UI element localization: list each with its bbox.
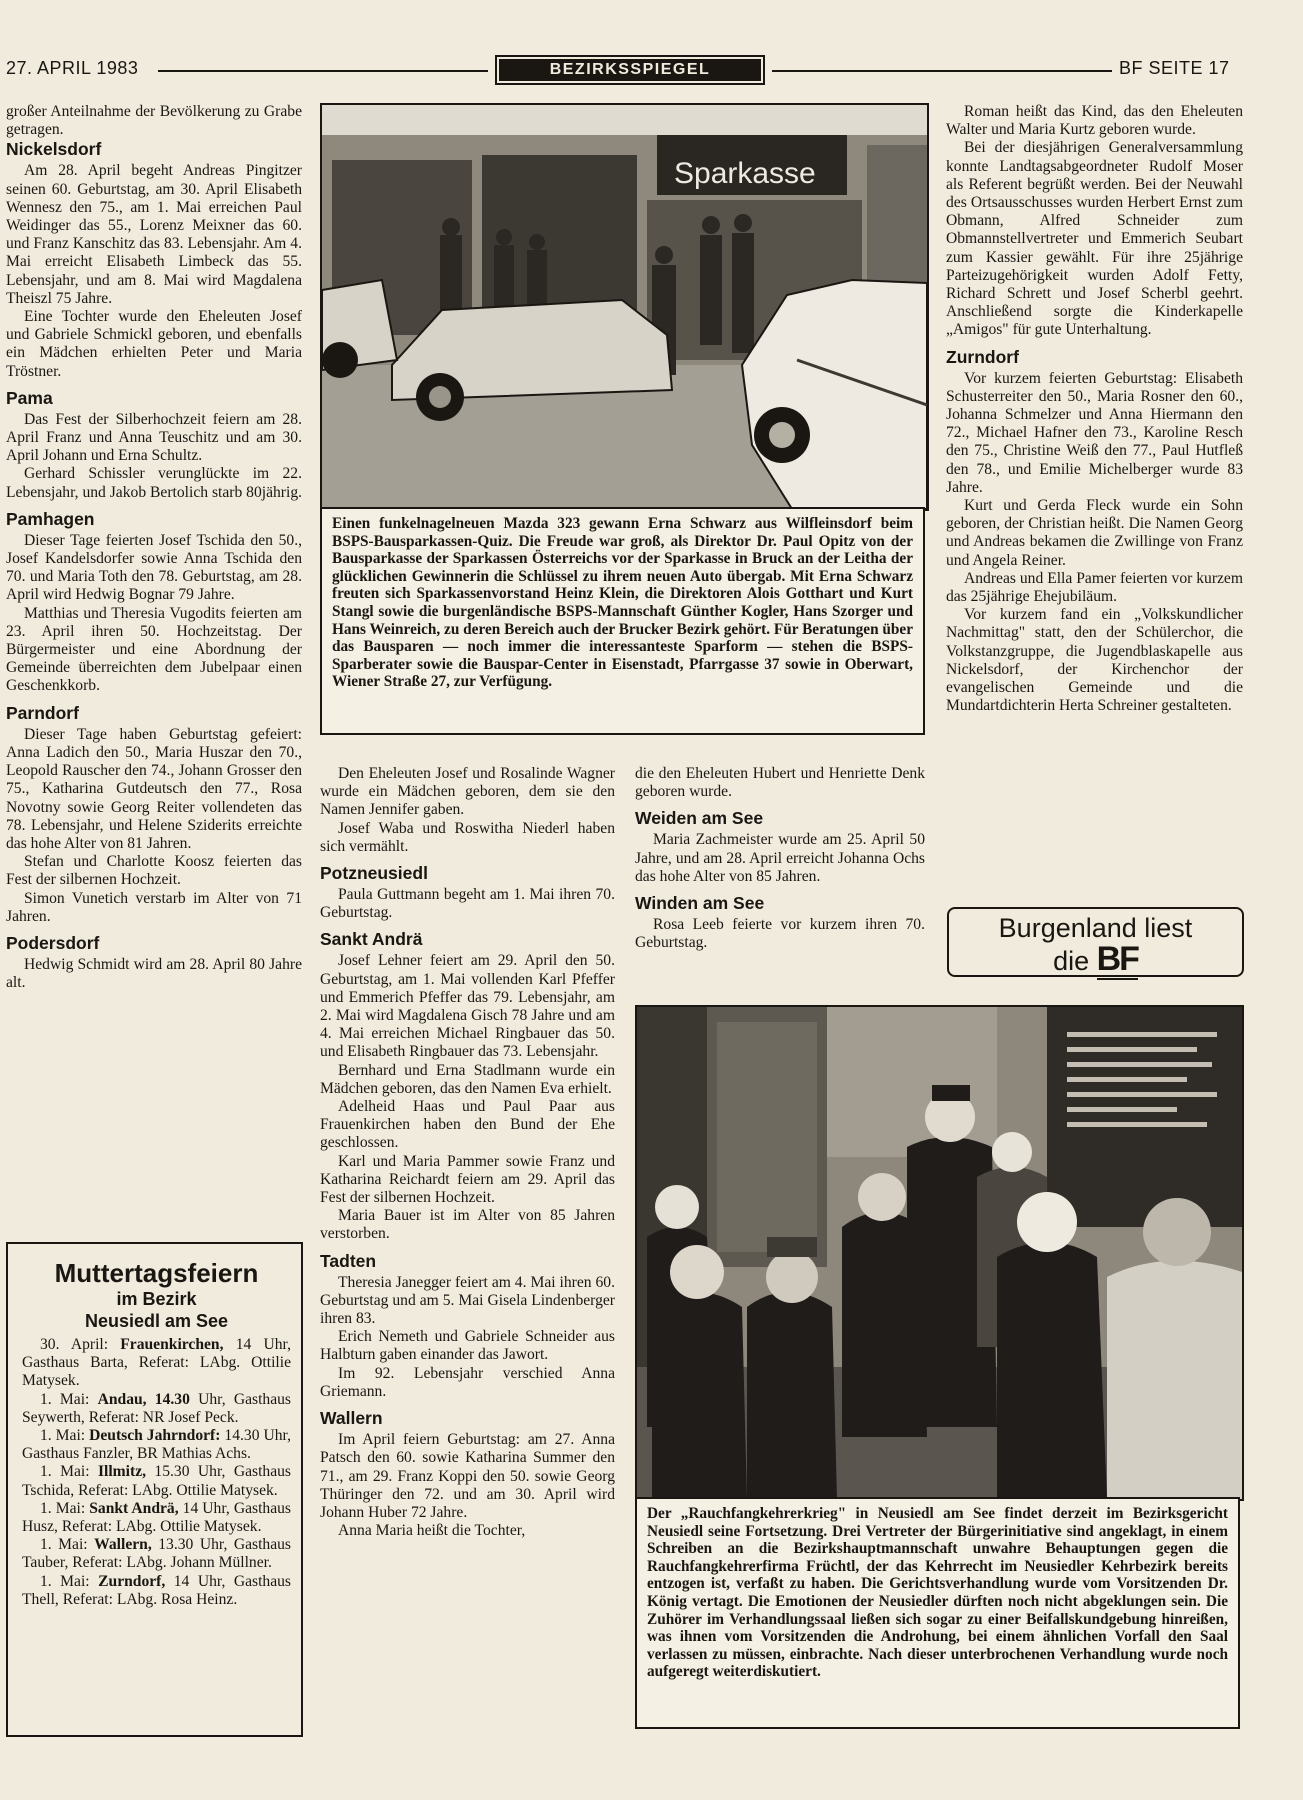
section-heading: Pama bbox=[6, 387, 53, 408]
article-paragraph: Karl und Maria Pammer sowie Franz und Katharina Reichardt feiern am 29. April das Fest der silbernen Hochzeit. bbox=[320, 1152, 615, 1207]
column-3 bbox=[320, 765, 615, 1540]
article-paragraph: die den Eheleuten Hubert und Henriette Denk geboren wurde. bbox=[635, 765, 925, 801]
promo-line-2-wrap bbox=[949, 940, 1242, 978]
article-paragraph: Vor kurzem fand ein „Volkskundlicher Nachmittag" statt, den der Schülerchor, die Volkstanzgruppe, die Jugendblaskapelle aus Nickelsdorf, der Kirchenchor der evangelischen Gemeinde und die Mundartdichterin Herta Schreiner gestalteten. bbox=[946, 606, 1243, 715]
entry-details: 14.30 Uhr, Gasthaus Fanzler, BR Mathias Achs. bbox=[22, 1427, 291, 1463]
section-heading: Sankt Andrä bbox=[320, 929, 423, 950]
muttertag-entry bbox=[22, 1536, 291, 1572]
sparkasse-scene bbox=[322, 105, 927, 509]
section-heading: Nickelsdorf bbox=[6, 139, 102, 160]
muttertag-entry bbox=[22, 1573, 291, 1609]
entry-date: 30. April: bbox=[40, 1336, 109, 1353]
entry-date: 1. Mai: bbox=[40, 1572, 90, 1590]
article-paragraph: Anna Maria heißt die Tochter, bbox=[338, 1522, 526, 1540]
section-heading: Pamhagen bbox=[6, 508, 95, 529]
article-paragraph: Im 92. Lebensjahr verschied Anna Griemann. bbox=[320, 1364, 615, 1400]
page-number: BF SEITE 17 bbox=[1119, 58, 1230, 78]
header-rule-left bbox=[158, 70, 488, 72]
muttertag-box bbox=[6, 1242, 303, 1737]
section-heading: Wallern bbox=[320, 1408, 383, 1429]
section-heading: Weiden am See bbox=[635, 808, 764, 829]
article-paragraph: Rosa Leeb feierte vor kurzem ihren 70. Geburtstag. bbox=[635, 916, 925, 952]
article-paragraph: Den Eheleuten Josef und Rosalinde Wagner wurde ein Mädchen geboren, dem sie den Namen Jennifer gaben. bbox=[320, 765, 615, 819]
courtroom-scene bbox=[637, 1007, 1242, 1499]
muttertag-entry bbox=[22, 1463, 291, 1499]
col1-intro: großer Anteilnahme der Bevölkerung zu Grabe getragen. bbox=[6, 103, 302, 139]
entry-date: 1. Mai: bbox=[40, 1390, 90, 1408]
muttertag-list bbox=[22, 1336, 291, 1609]
muttertag-entry bbox=[22, 1336, 291, 1391]
muttertag-subtitle-2: Neusiedl am See bbox=[84, 1311, 229, 1331]
entry-details: 13.30 Uhr, Gasthaus Tauber, Referat: LAbg. Johann Müllner. bbox=[22, 1536, 291, 1572]
courtroom-caption: Der „Rauchfangkehrerkrieg" in Neusiedl am See findet derzeit im Bezirksgericht Neusiedl seine Fortsetzung. Drei Vertreter der Bürgerinitiative sind angeklagt, in einem Schreiben an die Bezirkshauptmannschaft unwahre Behauptungen gegen die Rauchfangkehrerfirma Früchtl, der das Kehrrecht im Neusiedler Kehrbezirk bereits entzogen ist, verfaßt zu haben. Die Gerichtsverhandlung wurde vom Vorsitzenden Dr. König vertagt. Die Emotionen der Neusiedler dürften noch nicht abgeklungen sein. Die Zuhörer im Verhandlungssaal ließen sich sogar zu einer Beifallskundgebung hinreißen, was ihnen vom Vorsitzenden die Androhung, bei einem ähnlichen Vorfall den Saal verlassen zu müssen, einbrachte. Nach dieser unterbrochenen Verhandlung wurde noch aufgeregt weiterdiskutiert. bbox=[635, 1497, 1240, 1729]
article-paragraph: Bernhard und Erna Stadlmann wurde ein Mädchen geboren, das den Namen Eva erhielt. bbox=[320, 1061, 615, 1097]
article-paragraph: Eine Tochter wurde den Eheleuten Josef und Gabriele Schmickl geboren, und ebenfalls ein Mädchen erhielten Peter und Maria Tröstner. bbox=[6, 308, 302, 380]
article-paragraph: Erich Nemeth und Gabriele Schneider aus Halbturn gaben einander das Jawort. bbox=[320, 1328, 615, 1364]
entry-details: 14 Uhr, Gasthaus Thell, Referat: LAbg. Rosa Heinz. bbox=[22, 1572, 292, 1608]
promo-line-2: die bbox=[1053, 946, 1090, 976]
article-paragraph: Kurt und Gerda Fleck wurde ein Sohn geboren, der Christian heißt. Die Namen Georg und Andreas bekamen die Zwillinge von Franz und Angela Reiner. bbox=[946, 497, 1243, 569]
column-1 bbox=[6, 103, 302, 992]
article-paragraph: Andreas und Ella Pamer feierten vor kurzem das 25jährige Ehejubiläum. bbox=[946, 569, 1243, 606]
entry-details: 15.30 Uhr, Gasthaus Tschida, Referat: LAbg. Ottilie Matysek. bbox=[22, 1463, 291, 1499]
column-4 bbox=[635, 765, 925, 952]
section-heading: Potzneusiedl bbox=[320, 863, 428, 884]
article-paragraph: Dieser Tage feierten Josef Tschida den 50., Josef Kandelsdorfer sowie Anna Tschida den 70. und Maria Toth den 78. Geburtstag, am 28. April wird Hedwig Bognar 79 Jahre. bbox=[6, 531, 302, 604]
section-heading: Parndorf bbox=[6, 702, 79, 723]
sparkasse-caption: Einen funkelnagelneuen Mazda 323 gewann Erna Schwarz aus Wilfleinsdorf beim BSPS-Bausparkassen-Quiz. Die Freude war groß, als Direktor Dr. Paul Opitz von der Bausparkasse der Sparkassen Österreichs vor der Sparkasse in Bruck an der Leitha der glücklichen Gewinnerin die Schlüssel zu ihrem neuen Auto übergab. Mit Erna Schwarz freuten sich Sparkassenvorstand Heinz Klein, die Direktoren Alois Gotthart und Kurt Stangl sowie die burgenländische BSPS-Mannschaft Günther Kogler, Hans Szorger und Hans Weinreich, zu deren Bereich auch der Brucker Bezirk gehört. Für Beratungen über das Bausparen — noch immer die interessanteste Sparform — stehen die BSPS-Sparberater sowie die Bauspar-Center in Eisenstadt, Pfarrgasse 37 sowie in Oberwart, Wiener Straße 27, zur Verfügung. bbox=[320, 507, 925, 735]
section-masthead bbox=[495, 55, 765, 85]
article-paragraph: Maria Zachmeister wurde am 25. April 50 Jahre, und am 28. April erreicht Johanna Ochs das hohe Alter von 85 Jahren. bbox=[635, 831, 925, 885]
entry-date: 1. Mai: bbox=[40, 1463, 90, 1481]
article-paragraph: Simon Vunetich verstarb im Alter von 71 Jahren. bbox=[6, 889, 302, 925]
article-paragraph: Matthias und Theresia Vugodits feierten am 23. April ihren 50. Hochzeitstag. Der Bürgermeister und eine Abordnung der Gemeinde überreichten dem Jubelpaar einen Geschenkkorb. bbox=[6, 604, 302, 695]
section-heading: Winden am See bbox=[635, 893, 765, 914]
section-heading: Podersdorf bbox=[6, 932, 100, 953]
entry-place: Sankt Andrä, bbox=[89, 1499, 179, 1517]
column-5 bbox=[946, 103, 1243, 716]
sparkasse-sign: Sparkasse bbox=[674, 157, 816, 190]
entry-details: Uhr, Gasthaus Seywerth, Referat: NR Josef Peck. bbox=[22, 1390, 291, 1426]
entry-date: 1. Mai: bbox=[40, 1536, 88, 1554]
header-rule-right bbox=[772, 70, 1112, 72]
muttertag-title: Muttertagsfeiern bbox=[54, 1258, 259, 1288]
entry-details: 14 Uhr, Gasthaus Barta, Referat: LAbg. Ottilie Matysek. bbox=[22, 1336, 292, 1390]
article-paragraph: Bei der diesjährigen Generalversammlung konnte Landtagsabgeordneter Rudolf Moser als Referent begrüßt werden. Bei der Neuwahl des Ortsausschusses wurden Herbert Ernst zum Obmann, Alfred Schneider zum Obmannstellvertreter und Emmerich Seubart zum Kassier gewählt. Für ihre 25jährige Parteizugehörigkeit wurden Adolf Fetty, Richard Schrett und Josef Scherbl geehrt. Anschließend sorgte die Kinderkapelle „Amigos" für gute Unterhaltung. bbox=[946, 139, 1243, 339]
entry-place: Andau, 14.30 bbox=[97, 1390, 190, 1408]
entry-place: Wallern, bbox=[94, 1536, 152, 1554]
article-paragraph: Roman heißt das Kind, das den Eheleuten Walter und Maria Kurtz geboren wurde. bbox=[946, 103, 1243, 139]
muttertag-subtitle-1: im Bezirk bbox=[116, 1289, 197, 1309]
section-title: BEZIRKSSPIEGEL bbox=[499, 59, 761, 81]
article-paragraph: Im April feiern Geburtstag: am 27. Anna Patsch den 60. sowie Katharina Summer den 71., am 29. Franz Koppi den 50. sowie Georg Thüringer den 72. und am 30. April wird Johann Huber 72 Jahre. bbox=[320, 1431, 615, 1521]
article-paragraph: Theresia Janegger feiert am 4. Mai ihren 60. Geburtstag und am 5. Mai Gisela Lindenberger ihren 83. bbox=[320, 1273, 615, 1328]
muttertag-entry bbox=[22, 1427, 291, 1463]
article-paragraph: Josef Lehner feiert am 29. April den 50. Geburtstag, am 1. Mai vollenden Karl Pfeffer und Emmerich Pfeffer das 79. Lebensjahr, am 2. Mai wird Magdalena Gisch 78 Jahre und am 4. Mai erreichen Michael Ringbauer das 50. und Elisabeth Ringbauer das 73. Lebensjahr. bbox=[320, 952, 615, 1061]
entry-place: Frauenkirchen, bbox=[120, 1336, 224, 1353]
bf-logo: BF bbox=[1096, 940, 1138, 978]
article-paragraph: Josef Waba und Roswitha Niederl haben sich vermählt. bbox=[320, 819, 615, 855]
promo-box bbox=[947, 907, 1244, 977]
article-paragraph: Das Fest der Silberhochzeit feiern am 28. April Franz und Anna Teuschitz und am 30. April Johann und Erna Schultz. bbox=[6, 410, 302, 465]
muttertag-entry bbox=[22, 1500, 291, 1536]
entry-details: 14 Uhr, Gasthaus Husz, Referat: LAbg. Ottilie Matysek. bbox=[22, 1499, 291, 1536]
courtroom-photo bbox=[635, 1005, 1244, 1501]
promo-line-1: Burgenland liest bbox=[998, 913, 1193, 943]
muttertag-entry bbox=[22, 1391, 291, 1427]
article-paragraph: Adelheid Haas und Paul Paar aus Frauenkirchen haben den Bund der Ehe geschlossen. bbox=[320, 1098, 615, 1152]
section-heading: Zurndorf bbox=[946, 346, 1019, 367]
entry-date: 1. Mai: bbox=[40, 1427, 86, 1445]
entry-date: 1. Mai: bbox=[40, 1499, 86, 1517]
article-paragraph: Maria Bauer ist im Alter von 85 Jahren verstorben. bbox=[320, 1207, 615, 1243]
article-paragraph: Dieser Tage haben Geburtstag gefeiert: Anna Ladich den 50., Maria Huszar den 70., Leopold Rauscher den 74., Johann Grosser den 75., Katharina Gutdeutsch den 77., Rosa Novotny sowie Georg Reiter vollendeten das 78. Lebensjahr, und Helene Sziderits erreichte das hohe Alter von 81 Jahren. bbox=[6, 725, 302, 852]
article-paragraph: Am 28. April begeht Andreas Pingitzer seinen 60. Geburtstag, am 30. April Elisabeth Wennesz den 75., am 1. Mai erreichen Paul Weidinger das 55., Lorenz Meixner das 60. und Franz Kanschitz das 83. Lebensjahr. Am 4. Mai erreicht Elisabeth Limbeck das 55. Lebensjahr, und am 8. Mai wird Magdalena Theiszl 75 Jahre. bbox=[6, 162, 302, 307]
article-paragraph: Hedwig Schmidt wird am 28. April 80 Jahre alt. bbox=[6, 955, 302, 992]
entry-place: Deutsch Jahrndorf: bbox=[89, 1427, 221, 1445]
section-heading: Tadten bbox=[320, 1250, 377, 1271]
article-paragraph: Stefan und Charlotte Koosz feierten das Fest der silbernen Hochzeit. bbox=[6, 853, 302, 889]
entry-place: Illmitz, bbox=[97, 1463, 147, 1481]
article-paragraph: Paula Guttmann begeht am 1. Mai ihren 70. Geburtstag. bbox=[320, 886, 615, 922]
article-paragraph: Vor kurzem feierten Geburtstag: Elisabeth Schusterreiter den 50., Maria Rosner den 60., Johanna Schmelzer und Anna Hiermann den 72., Michael Hafner den 73., Karoline Resch den 75., Christine Weiß den 77., Paul Hutfleß den 78., und Emilie Michelberger wurde 83 Jahre. bbox=[946, 369, 1243, 496]
col1-sections bbox=[6, 139, 302, 992]
entry-place: Zurndorf, bbox=[98, 1572, 166, 1590]
article-paragraph: Gerhard Schissler verunglückte im 22. Lebensjahr, und Jakob Bertolich starb 80jährig. bbox=[6, 465, 303, 501]
sparkasse-photo bbox=[320, 103, 929, 511]
issue-date: 27. APRIL 1983 bbox=[6, 58, 139, 78]
